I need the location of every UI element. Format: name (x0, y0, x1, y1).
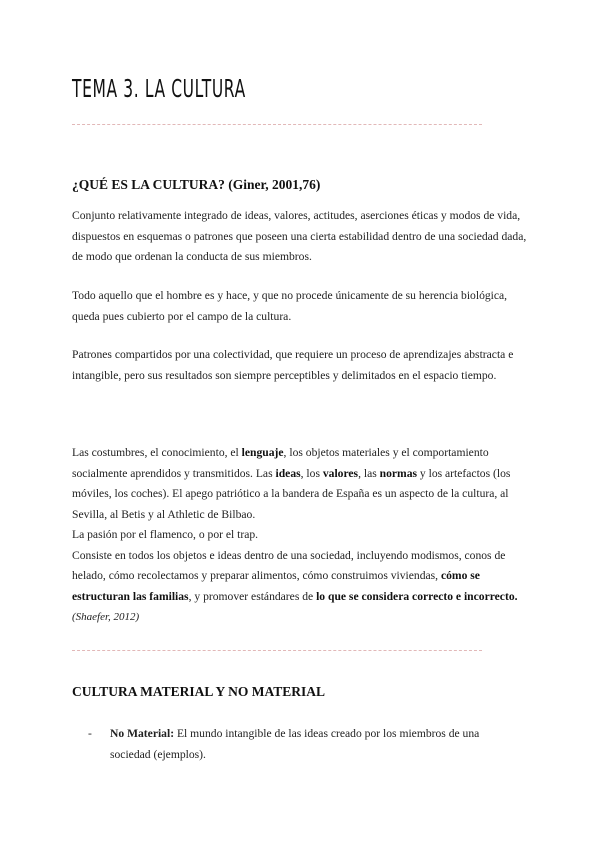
flamenco-line: La pasión por el flamenco, o por el trap. (72, 528, 259, 541)
citation: (Shaefer, 2012) (72, 611, 140, 623)
text-run: Consiste en todos los objetos e ideas dentro de una sociedad, incluyendo modismos, conos de helado, cómo recolectamos y preparar alimentos, cómo construimos viviendas, (72, 548, 506, 582)
list-item-no-material (90, 724, 520, 765)
section-heading-que-es: ¿QUÉ ES LA CULTURA? (Giner, 2001,76) (72, 177, 321, 192)
text-run: , los (300, 466, 323, 480)
text-run: Las costumbres, el conocimiento, el (72, 446, 242, 459)
shaefer-definition (72, 443, 534, 628)
divider-middle (72, 650, 482, 651)
text-run: , y promover estándares de (188, 589, 317, 603)
text-run: y los artefactos (los móviles, los coches). El apego patriótico a la bandera de España es un aspecto de la cultura, al Sevilla, al Betis y al Athletic de Bilbao. (72, 466, 511, 521)
bold-term: lenguaje (241, 446, 284, 459)
definition-paragraph-3: Patrones compartidos por una colectividad, que requiere un proceso de aprendizajes abstracta e intangible, pero sus resultados son siempre perceptibles y delimitados en el espacio tiempo. (72, 348, 514, 382)
list-item-body: El mundo intangible de las ideas creado por los miembros de una sociedad (ejemplos). (110, 727, 480, 761)
bold-term: cómo se estructuran las familias (72, 569, 480, 603)
bold-term: valores (322, 466, 359, 480)
bullet-dash: - (88, 727, 92, 740)
text-run: , las (358, 466, 380, 480)
definition-paragraph-1: Conjunto relativamente integrado de ideas, valores, actitudes, aserciones éticas y modos de vida, dispuestos en esquemas o patrones que poseen una cierta estabilidad dentro de una sociedad dada, de modo que ordenan la conducta de sus miembros. (72, 209, 527, 263)
list-item-text (90, 724, 520, 765)
divider-top (72, 124, 482, 125)
section-heading-material: CULTURA MATERIAL Y NO MATERIAL (72, 684, 326, 699)
list-item-label: No Material: (110, 727, 175, 740)
bold-term: lo que se considera correcto e incorrecto. (316, 589, 518, 603)
text-run: , los objetos materiales y el comportamiento socialmente aprendidos y transmitidos. Las (72, 446, 489, 480)
page-title: TEMA 3. LA CULTURA (72, 74, 246, 103)
definition-paragraph-2: Todo aquello que el hombre es y hace, y que no procede únicamente de su herencia biológica, queda pues cubierto por el campo de la cultura. (72, 289, 508, 323)
bold-term: normas (379, 466, 418, 480)
bold-term: ideas (275, 466, 301, 480)
